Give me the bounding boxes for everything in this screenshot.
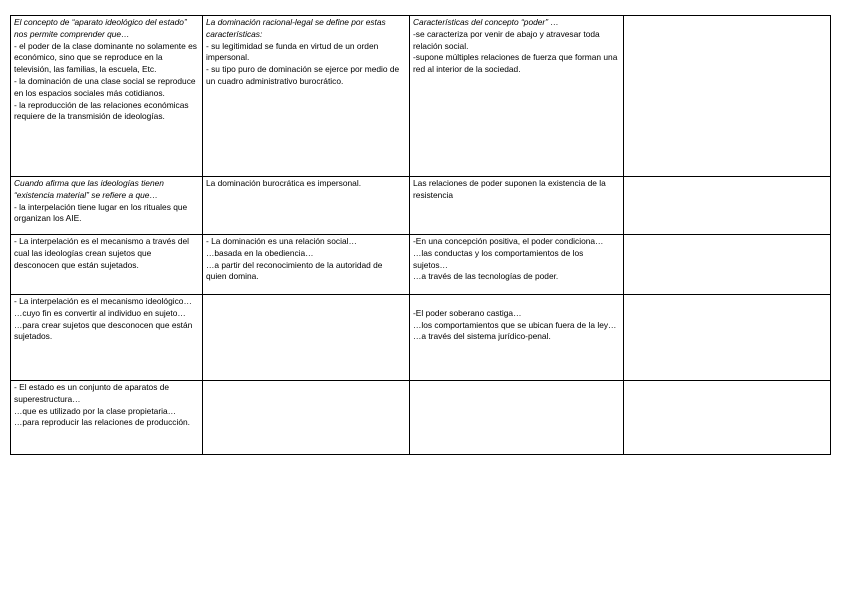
cell-heading: Características del concepto “poder” … bbox=[413, 17, 559, 27]
cell-line: - La interpelación es el mecanismo ideológico… bbox=[14, 296, 192, 306]
cell-line: …a través del sistema jurídico-penal. bbox=[413, 331, 551, 342]
table-cell bbox=[624, 381, 831, 455]
cell-line: …a través de las tecnologías de poder. bbox=[413, 271, 559, 282]
cell-line: …a partir del reconocimiento de la autoridad de quien domina. bbox=[206, 259, 383, 282]
cell-line: -supone múltiples relaciones de fuerza que forman una red al interior de la sociedad. bbox=[413, 52, 618, 75]
cell-line: - El estado es un conjunto de aparatos de superestructura… bbox=[14, 382, 170, 404]
table-cell bbox=[11, 295, 203, 381]
cell-line: - La interpelación es el mecanismo a través del cual las ideologías crean sujetos que desconocen que están sujetados. bbox=[14, 236, 190, 270]
cell-line: - la interpelación tiene lugar en los rituales que organizan los AIE. bbox=[14, 201, 188, 224]
cell-line: …para crear sujetos que desconocen que están sujetados. bbox=[14, 319, 193, 342]
cell-line: - La dominación es una relación social… bbox=[206, 236, 357, 246]
table-row bbox=[11, 177, 831, 235]
table-cell bbox=[203, 16, 410, 177]
cell-line: …los comportamientos que se ubican fuera de la ley… bbox=[413, 319, 617, 330]
cell-line: …basada en la obediencia… bbox=[206, 247, 314, 258]
cell-line: - su legitimidad se funda en virtud de un orden impersonal. bbox=[206, 40, 379, 63]
table-row bbox=[11, 16, 831, 177]
cell-line: Las relaciones de poder suponen la existencia de la resistencia bbox=[413, 178, 606, 200]
comparison-table bbox=[10, 15, 831, 455]
cell-line: -El poder soberano castiga… bbox=[413, 307, 522, 318]
cell-line: …las conductas y los comportamientos de los sujetos… bbox=[413, 247, 584, 270]
table-row bbox=[11, 235, 831, 295]
cell-heading: El concepto de “aparato ideológico del estado” nos permite comprender que… bbox=[14, 17, 187, 39]
table-cell bbox=[11, 235, 203, 295]
table-cell bbox=[11, 16, 203, 177]
table-cell bbox=[11, 177, 203, 235]
table-cell bbox=[624, 235, 831, 295]
cell-line bbox=[413, 296, 619, 308]
cell-line: - la reproducción de las relaciones económicas requiere de la transmisión de ideologías. bbox=[14, 99, 189, 122]
cell-heading: Cuando afirma que las ideologías tienen “existencia material” se refiere a que… bbox=[14, 178, 164, 200]
table-cell bbox=[203, 295, 410, 381]
table-cell bbox=[410, 295, 624, 381]
cell-line: …cuyo fin es convertir al individuo en sujeto… bbox=[14, 307, 186, 318]
table-body bbox=[11, 16, 831, 455]
cell-line: La dominación burocrática es impersonal. bbox=[206, 178, 362, 188]
table-cell bbox=[410, 177, 624, 235]
cell-line: - su tipo puro de dominación se ejerce por medio de un cuadro administrativo burocrático. bbox=[206, 64, 400, 86]
table-cell bbox=[624, 177, 831, 235]
cell-line: -se caracteriza por venir de abajo y atravesar toda relación social. bbox=[413, 28, 600, 51]
table-cell bbox=[203, 177, 410, 235]
cell-line: - el poder de la clase dominante no solamente es económico, sino que se reproduce en la televisión, las familias, la escuela, Etc. bbox=[14, 40, 197, 75]
table-cell bbox=[203, 235, 410, 295]
cell-line: - la dominación de una clase social se reproduce en los espacios sociales más cotidianos. bbox=[14, 75, 196, 98]
table-cell bbox=[410, 381, 624, 455]
table-cell bbox=[410, 235, 624, 295]
table-cell bbox=[203, 381, 410, 455]
table-cell bbox=[11, 381, 203, 455]
table-cell bbox=[624, 16, 831, 177]
cell-heading: La dominación racional-legal se define por estas características: bbox=[206, 17, 386, 39]
table-row bbox=[11, 381, 831, 455]
cell-line: …para reproducir las relaciones de producción. bbox=[14, 417, 190, 428]
cell-line: -En una concepción positiva, el poder condiciona… bbox=[413, 236, 604, 246]
cell-line: …que es utilizado por la clase propietaria… bbox=[14, 405, 177, 416]
table-cell bbox=[410, 16, 624, 177]
table-row bbox=[11, 295, 831, 381]
table-cell bbox=[624, 295, 831, 381]
